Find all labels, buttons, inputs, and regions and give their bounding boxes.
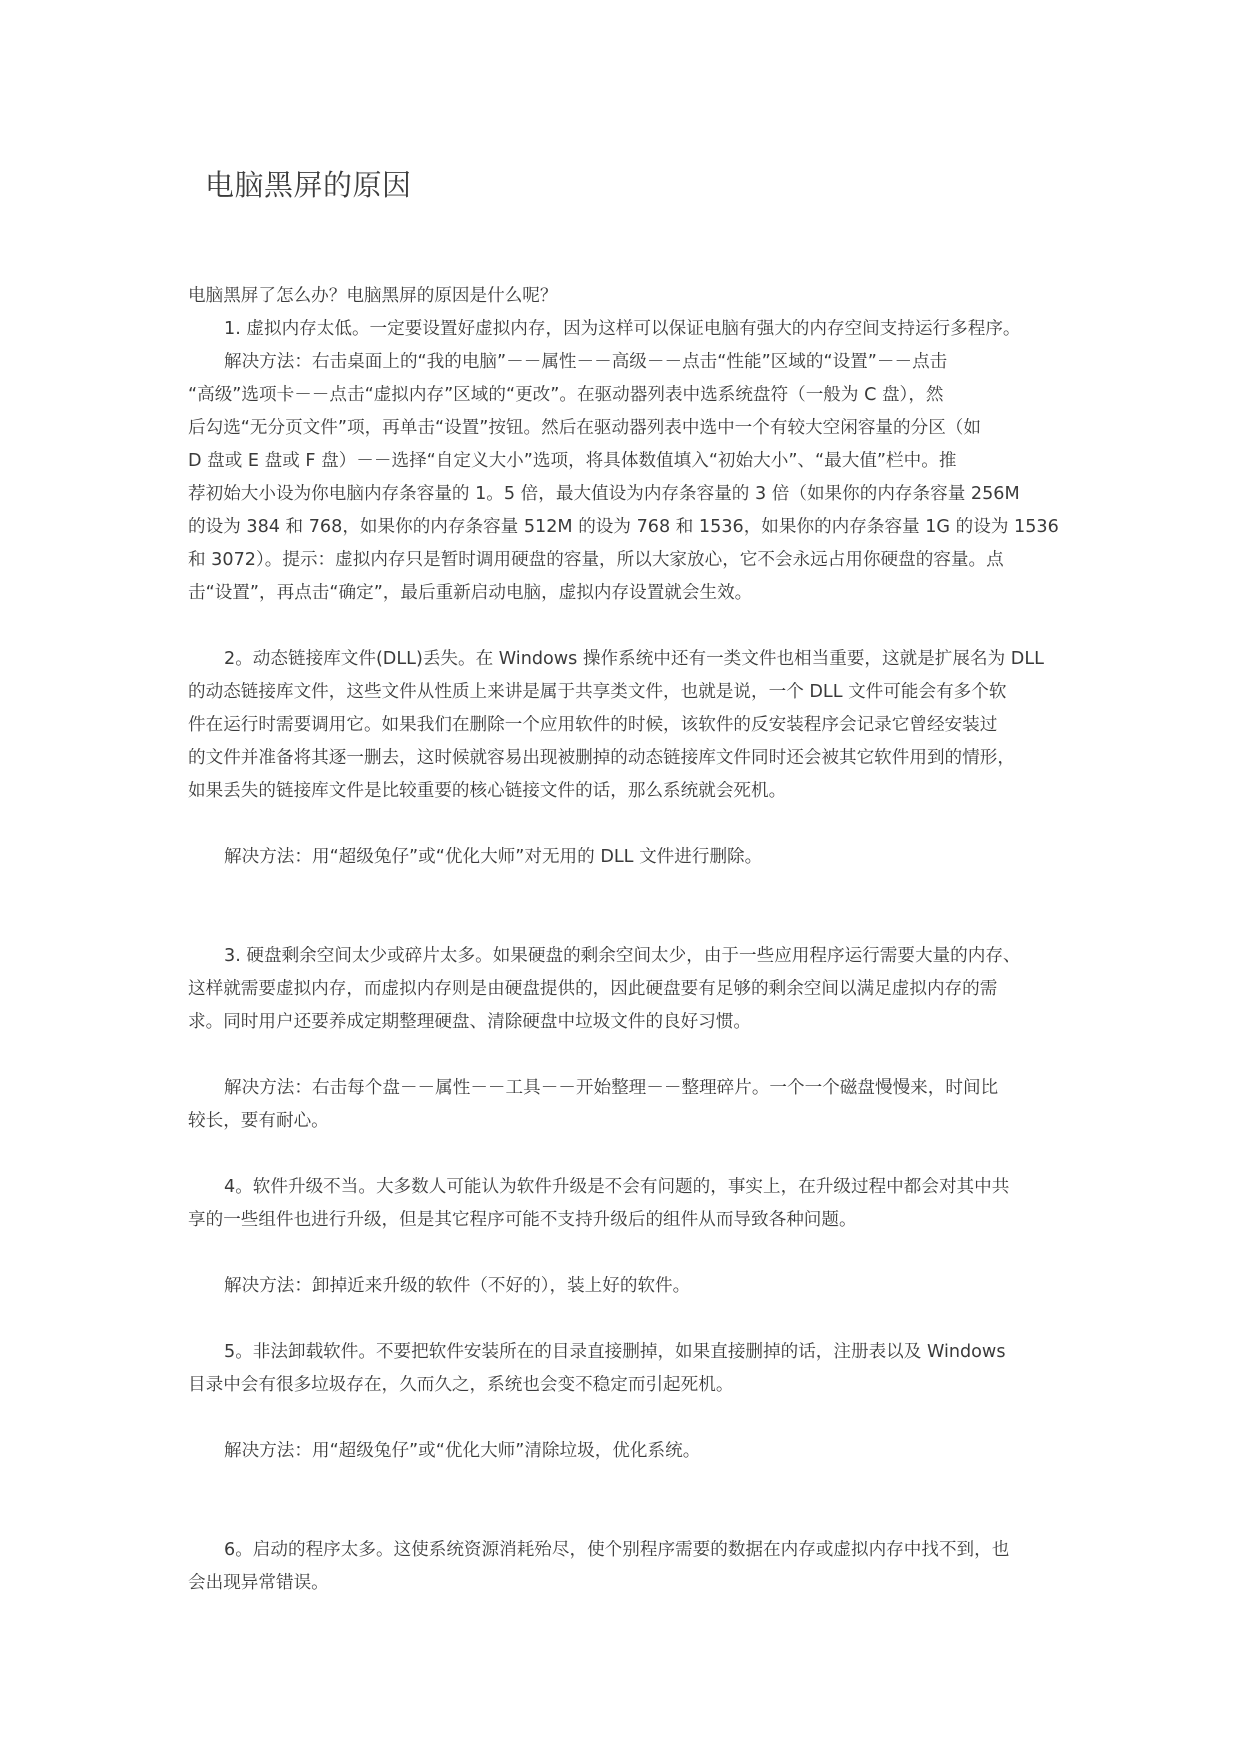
solution-line: 较长，要有耐心。: [188, 1111, 329, 1131]
paragraph-line: 后勾选“无分页文件”项，再单击“设置”按钮。然后在驱动器列表中选中一个有较大空闲容量的分区（如: [188, 418, 981, 438]
paragraph-line: 会出现异常错误。: [188, 1573, 329, 1593]
intro-paragraph: 电脑黑屏了怎么办？电脑黑屏的原因是什么呢？: [188, 286, 558, 306]
solution-line: 解决方法：用“超级兔仔”或“优化大师”对无用的 DLL 文件进行删除。: [224, 847, 763, 867]
solution-line: 解决方法：右击每个盘－－属性－－工具－－开始整理－－整理碎片。一个一个磁盘慢慢来，时间比: [224, 1078, 999, 1098]
paragraph-spacer: [188, 1303, 1068, 1336]
section-5-illegal-uninstall: [188, 1336, 1068, 1468]
paragraph-line: 目录中会有很多垃圾存在，久而久之，系统也会变不稳定而引起死机。: [188, 1375, 734, 1395]
paragraph-line: 的设为 384 和 768，如果你的内存条容量 512M 的设为 768 和 1536，如果你的内存条容量 1G 的设为 1536: [188, 517, 1059, 537]
paragraph-line: 击“设置”，再点击“确定”，最后重新启动电脑，虚拟内存设置就会生效。: [188, 583, 753, 603]
section-3-disk-space: [188, 940, 1068, 1138]
paragraph-spacer: [188, 610, 1068, 643]
paragraph-line: 和 3072）。提示：虚拟内存只是暂时调用硬盘的容量，所以大家放心，它不会永远占用你硬盘的容量。点: [188, 550, 1004, 570]
paragraph-line: 如果丢失的链接库文件是比较重要的核心链接文件的话，那么系统就会死机。: [188, 781, 787, 801]
paragraph-line: 求。同时用户还要养成定期整理硬盘、清除硬盘中垃圾文件的良好习惯。: [188, 1012, 752, 1032]
paragraph-line: 享的一些组件也进行升级，但是其它程序可能不支持升级后的组件从而导致各种问题。: [188, 1210, 857, 1230]
section-2-dll-missing: [188, 643, 1068, 874]
paragraph-spacer: [188, 874, 1068, 940]
paragraph-line: “高级”选项卡－－点击“虚拟内存”区域的“更改”。在驱动器列表中选系统盘符（一般为 C 盘），然: [188, 385, 944, 405]
paragraph-line: 5。非法卸载软件。不要把软件安装所在的目录直接删掉，如果直接删掉的话，注册表以及 Windows: [224, 1342, 1006, 1362]
paragraph-line: 的文件并准备将其逐一删去，这时候就容易出现被删掉的动态链接库文件同时还会被其它软件用到的情形，: [188, 748, 1015, 768]
paragraph-line: 解决方法：右击桌面上的“我的电脑”－－属性－－高级－－点击“性能”区域的“设置”－－点击: [224, 352, 948, 372]
paragraph-line: 荐初始大小设为你电脑内存条容量的 1。5 倍，最大值设为内存条容量的 3 倍（如果你的内存条容量 256M: [188, 484, 1020, 504]
paragraph-spacer: [188, 1138, 1068, 1171]
paragraph-spacer: [188, 808, 1068, 841]
solution-line: 解决方法：卸掉近来升级的软件（不好的），装上好的软件。: [224, 1276, 691, 1296]
paragraph-line: 6。启动的程序太多。这使系统资源消耗殆尽，使个别程序需要的数据在内存或虚拟内存中找不到，也: [224, 1540, 1010, 1560]
paragraph-line: 2。动态链接库文件(DLL)丢失。在 Windows 操作系统中还有一类文件也相当重要，这就是扩展名为 DLL: [224, 649, 1044, 669]
paragraph-line: 1. 虚拟内存太低。一定要设置好虚拟内存，因为这样可以保证电脑有强大的内存空间支持运行多程序。: [224, 319, 1021, 339]
page-title: 电脑黑屏的原因: [205, 168, 412, 202]
paragraph-line: 4。软件升级不当。大多数人可能认为软件升级是不会有问题的，事实上，在升级过程中都会对其中共: [224, 1177, 1010, 1197]
document-body: [188, 280, 1068, 1600]
paragraph-line: 3. 硬盘剩余空间太少或碎片太多。如果硬盘的剩余空间太少，由于一些应用程序运行需要大量的内存、: [224, 946, 1021, 966]
paragraph-line: 件在运行时需要调用它。如果我们在删除一个应用软件的时候，该软件的反安装程序会记录它曾经安装过: [188, 715, 998, 735]
solution-line: 解决方法：用“超级兔仔”或“优化大师”清除垃圾，优化系统。: [224, 1441, 701, 1461]
paragraph-line: 的动态链接库文件，这些文件从性质上来讲是属于共享类文件，也就是说，一个 DLL 文件可能会有多个软: [188, 682, 1007, 702]
paragraph-spacer: [188, 1039, 1068, 1072]
paragraph-spacer: [188, 1402, 1068, 1435]
section-4-software-upgrade: [188, 1171, 1068, 1303]
section-6-too-many-programs: [188, 1534, 1068, 1600]
paragraph-spacer: [188, 1468, 1068, 1534]
paragraph-line: 这样就需要虚拟内存，而虚拟内存则是由硬盘提供的，因此硬盘要有足够的剩余空间以满足虚拟内存的需: [188, 979, 998, 999]
paragraph-spacer: [188, 1237, 1068, 1270]
section-1-virtual-memory: [188, 313, 1068, 610]
paragraph-line: D 盘或 E 盘或 F 盘）－－选择“自定义大小”选项，将具体数值填入“初始大小”、“最大值”栏中。推: [188, 451, 957, 471]
